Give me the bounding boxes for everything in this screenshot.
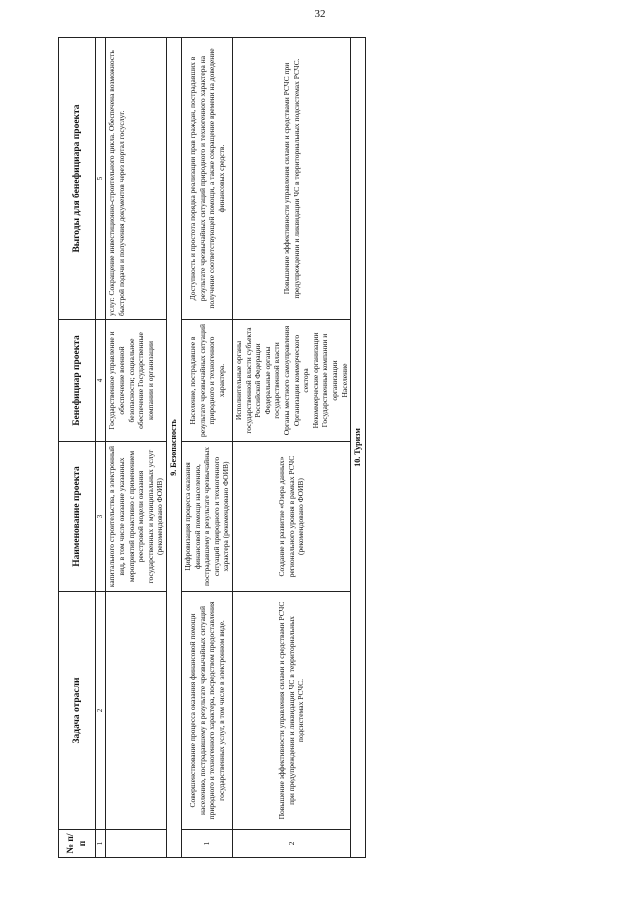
row-cont-beneficiary: Государственное управление и обеспечение военной безопасности; социальное обеспечение Государственные компании и организации (106, 320, 167, 442)
row-1-task: Совершенствование процесса оказания финансовой помощи населению, пострадавшему в результате чрезвычайных ситуаций природного и техногенного характера, посредством предоставления государственных услуг, в том числе в электронном виде. (182, 592, 233, 830)
section-title-security: 9. Безопасность (166, 38, 181, 858)
header-row (59, 38, 96, 858)
table-row-continued (106, 38, 167, 858)
col-number-4: 4 (96, 320, 106, 442)
column-number-row (96, 38, 106, 858)
beneficiary-line: Органы местного самоуправления (282, 325, 292, 436)
beneficiary-line: Население (339, 363, 349, 398)
col-number-3: 3 (96, 442, 106, 592)
beneficiary-line: Государственные компании и организации (320, 333, 340, 428)
row-cont-task (106, 592, 167, 830)
table-row-2 (233, 38, 351, 858)
row-2-task: Повышение эффективности управления силами и средствами РСЧС при предупреждении и ликвидации ЧС в территориальных подсистемах РСЧС. (233, 592, 351, 830)
col-number-2: 2 (96, 592, 106, 830)
beneficiary-line: Некоммерческие организации (310, 332, 320, 429)
col-number-1: 1 (96, 830, 106, 858)
page-number: 32 (314, 8, 326, 20)
section-row-security (166, 38, 181, 858)
col-number-5: 5 (96, 38, 106, 320)
section-title-tourism: 10. Туризм (351, 38, 366, 858)
row-2-benefits: Повышение эффективности управления силами и средствами РСЧС при предупреждении и ликвидации ЧС в территориальных подсистемах РСЧС. (233, 38, 351, 320)
row-2-project: Создание и развитие «Озера данных» регионального уровня в рамках РСЧС (рекомендовано ФОИВ) (233, 442, 351, 592)
header-task: Задача отрасли (59, 592, 96, 830)
header-benefits: Выгоды для бенефициара проекта (59, 38, 96, 320)
row-cont-benefits: услуг. Сокращение инвестиционно-строительного цикла. Обеспечена возможность быстрой подачи и получения документов через портал госуслуг. (106, 38, 167, 320)
row-1-beneficiary: Население, пострадавшее в результате чрезвычайных ситуаций природного и техногенного характера. (182, 320, 233, 442)
table-row-1 (182, 38, 233, 858)
row-1-project: Цифровизация процесса оказания финансовой помощи населению, пострадавшему в результате чрезвычайных ситуаций природного и техногенного характера (рекомендовано ФОИВ) (182, 442, 233, 592)
projects-table (58, 37, 366, 858)
row-1-benefits: Доступность и простота порядка реализации прав граждан, пострадавших в результате чрезвычайных ситуаций природного и техногенного характера на получение соответствующей помощи, а также сокращение времени на доведение финансовых средств. (182, 38, 233, 320)
row-cont-num (106, 830, 167, 858)
header-project: Наименование проекта (59, 442, 96, 592)
rotated-table-frame (58, 38, 578, 858)
row-2-num: 2 (233, 830, 351, 858)
row-cont-project: капитального строительства, в электронный вид, в том числе оказание указанных мероприятий проактивно с применением реестровой модели оказания государственных и муниципальных услуг (рекомендовано ФОИВ) (106, 442, 167, 592)
beneficiary-line: Организации коммерческого сектора (291, 334, 311, 427)
beneficiary-line: Федеральные органы государственной власти (262, 342, 282, 419)
row-2-beneficiary (233, 320, 351, 442)
section-row-tourism (351, 38, 366, 858)
header-num: № п/п (59, 830, 96, 858)
beneficiary-line: Исполнительные органы государственной власти субъекта Российской Федерации (234, 327, 263, 434)
row-1-num: 1 (182, 830, 233, 858)
header-beneficiary: Бенефициар проекта (59, 320, 96, 442)
